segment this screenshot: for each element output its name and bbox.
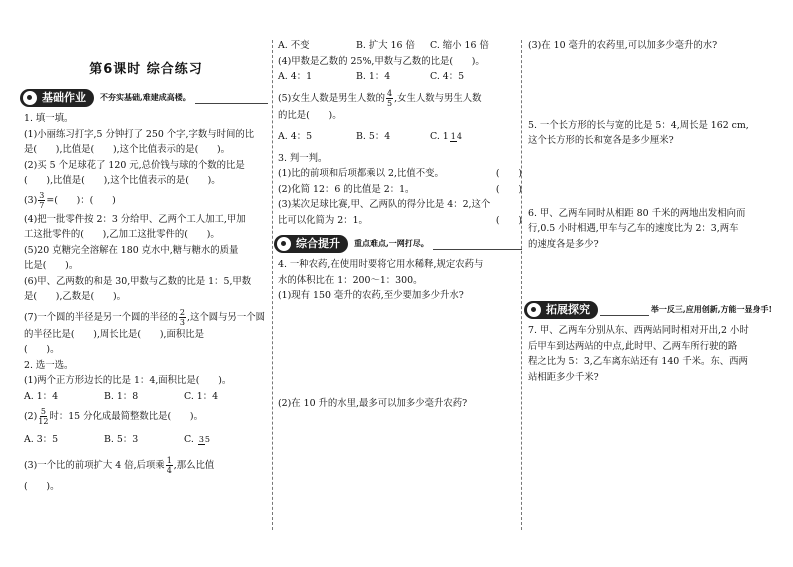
q1-7a: (7)一个圆的半径是另一个圆的半径的 $\frac{2}{3}$ ,这个圆与另一个圆 xyxy=(24,307,265,327)
q4b: 水的体积比在 1：200～1：300。 xyxy=(278,274,423,286)
option: C. 35 xyxy=(184,434,210,445)
q1-5b: 比是( )。 xyxy=(24,260,79,271)
q3-1: (1)比的前项和后项都乘以 2,比值不变。 ( ) xyxy=(278,166,522,182)
q2-2: (2) $\frac{5}{12}$ 时：15 分化成最简整数比是( )。 xyxy=(24,407,203,426)
q2-3a: (3)一个比的前项扩大 4 倍,后项乘 $\frac{1}{4}$ ,那么比值 xyxy=(24,455,215,475)
page-title: 第6课时 综合练习 xyxy=(89,62,203,77)
option: C. 1 14 xyxy=(430,131,462,142)
q2-5b: 的比是( )。 xyxy=(278,109,342,121)
option: C. 缩小 16 倍 xyxy=(430,40,489,51)
improve-banner: 综合提升 重点难点,一网打尽。 xyxy=(274,234,522,254)
right-column xyxy=(528,38,772,385)
q1-2b: ( ),比值是( ),这个比值表示的是( )。 xyxy=(24,175,221,186)
q3-3b: 比可以化简为 2：1。 ( ) xyxy=(278,213,522,229)
q1-4a: (4)把一批零件按 2：3 分给甲、乙两个工人加工,甲加 xyxy=(24,213,246,225)
q1-6a: (6)甲、乙两数的和是 30,甲数与乙数的比是 1：5,甲数 xyxy=(24,275,252,287)
q7c: 程之比为 5：3,乙车离东站还有 140 千米。东、西两 xyxy=(528,356,748,367)
q2-4: (4)甲数是乙数的 25%,甲数与乙数的比是( )。 xyxy=(278,55,485,67)
q1-7b: 的半径比是( ),周长比是( ),面积比是 xyxy=(24,328,204,340)
fraction: $\frac{4}{5}$ xyxy=(387,88,393,108)
q1-3: (3) $\frac{3}{7}$ =( )：( ) xyxy=(24,190,116,210)
q1-1a: (1)小丽练习打字,5 分钟打了 250 个字,字数与时间的比 xyxy=(24,128,255,140)
mascot-icon xyxy=(526,302,542,318)
q4-1: (1)现有 150 毫升的农药,至少要加多少升水? xyxy=(278,290,464,301)
option: B. 1：4 xyxy=(356,71,391,82)
q2-3-options xyxy=(278,38,522,54)
explore-banner: 拓展探究 举一反三,应用创新,方能一显身手! xyxy=(524,300,772,320)
q2-1-options xyxy=(24,389,268,405)
q1-1b: 是( ),比值是( ),这个比值表示的是( )。 xyxy=(24,144,231,155)
q5a: 5. 一个长方形的长与宽的比是 5：4,周长是 162 cm, xyxy=(528,119,749,131)
q1-5a: (5)20 克糖完全溶解在 180 克水中,糖与糖水的质量 xyxy=(24,244,239,256)
q7b: 后甲车到达两站的中点,此时甲、乙两车所行驶的路 xyxy=(528,340,738,352)
option: C. 1：4 xyxy=(184,390,219,402)
answer-paren: ( ) xyxy=(495,183,522,195)
answer-paren: ( ) xyxy=(495,214,522,226)
option: B. 5：4 xyxy=(356,131,391,142)
column-divider-left xyxy=(272,40,273,530)
option: C. 4：5 xyxy=(430,71,465,82)
q1-2a: (2)买 5 个足球花了 120 元,总价钱与球的个数的比是 xyxy=(24,159,245,171)
fraction: $\frac{5}{12}$ xyxy=(38,407,49,426)
q6b: 行,0.5 小时相遇,甲车与乙车的速度比为 2：3,两车 xyxy=(528,223,739,234)
explore-motto: 举一反三,应用创新,方能一显身手! xyxy=(650,304,772,315)
option: A. 4：1 xyxy=(278,71,313,82)
fraction: $\frac{1}{4}$ xyxy=(166,455,172,475)
mascot-icon xyxy=(22,90,38,106)
improve-motto: 重点难点,一网打尽。 xyxy=(354,238,429,249)
q6a: 6. 甲、乙两车同时从相距 80 千米的两地出发相向而 xyxy=(528,207,746,219)
q7d: 站相距多少千米? xyxy=(528,371,599,383)
middle-column xyxy=(278,38,522,411)
mascot-icon xyxy=(276,236,292,252)
option: A. 3：5 xyxy=(24,434,59,445)
q6c: 的速度各是多少? xyxy=(528,238,599,250)
option: A. 4：5 xyxy=(278,131,313,142)
option: B. 扩大 16 倍 xyxy=(356,40,415,51)
option: B. 5：3 xyxy=(104,434,139,445)
q2-4-options xyxy=(278,69,522,85)
q1-6b: 是( ),乙数是( )。 xyxy=(24,291,126,302)
option: A. 1：4 xyxy=(24,390,59,402)
q1-7c: ( )。 xyxy=(24,344,60,355)
q2-3b: ( )。 xyxy=(24,480,60,492)
basic-banner-label: 基础作业 xyxy=(42,91,86,104)
option: A. 不变 xyxy=(278,40,310,51)
q4a: 4. 一种农药,在使用时要将它用水稀释,规定农药与 xyxy=(278,259,484,270)
q3-head: 3. 判一判。 xyxy=(278,152,328,164)
q2-1: (1)两个正方形边长的比是 1：4,面积比是( )。 xyxy=(24,375,232,386)
basic-banner xyxy=(20,88,268,108)
q2-head: 2. 选一选。 xyxy=(24,359,74,371)
q3-3a: (3)某次足球比赛,甲、乙两队的得分比是 4：2,这个 xyxy=(278,199,491,210)
q1-4b: 工这批零件的( ),乙加工这批零件的( )。 xyxy=(24,229,220,240)
fraction: $\frac{3}{7}$ xyxy=(39,190,45,210)
q2-5a: (5)女生人数是男生人数的 $\frac{4}{5}$ ,女生人数与男生人数 xyxy=(278,88,482,108)
q2-5-options xyxy=(278,129,522,145)
q7a: 7. 甲、乙两车分别从东、西两站同时相对开出,2 小时 xyxy=(528,325,749,336)
q4-2: (2)在 10 升的水里,最多可以加多少毫升农药? xyxy=(278,397,468,409)
q2-2-options xyxy=(24,432,268,448)
q3-2: (2)化简 12：6 的比值是 2：1。 ( ) xyxy=(278,182,522,198)
fraction: $\frac{2}{3}$ xyxy=(179,307,185,327)
q1-head: 1. 填一填。 xyxy=(24,113,74,124)
basic-motto: 不夯实基础,难建成高楼。 xyxy=(100,92,191,103)
answer-paren: ( ) xyxy=(495,168,522,179)
q4-3: (3)在 10 毫升的农药里,可以加多少毫升的水? xyxy=(528,40,718,51)
option: B. 1：8 xyxy=(104,390,139,402)
basic-section xyxy=(24,84,268,494)
q5b: 这个长方形的长和宽各是多少厘米? xyxy=(528,135,674,146)
